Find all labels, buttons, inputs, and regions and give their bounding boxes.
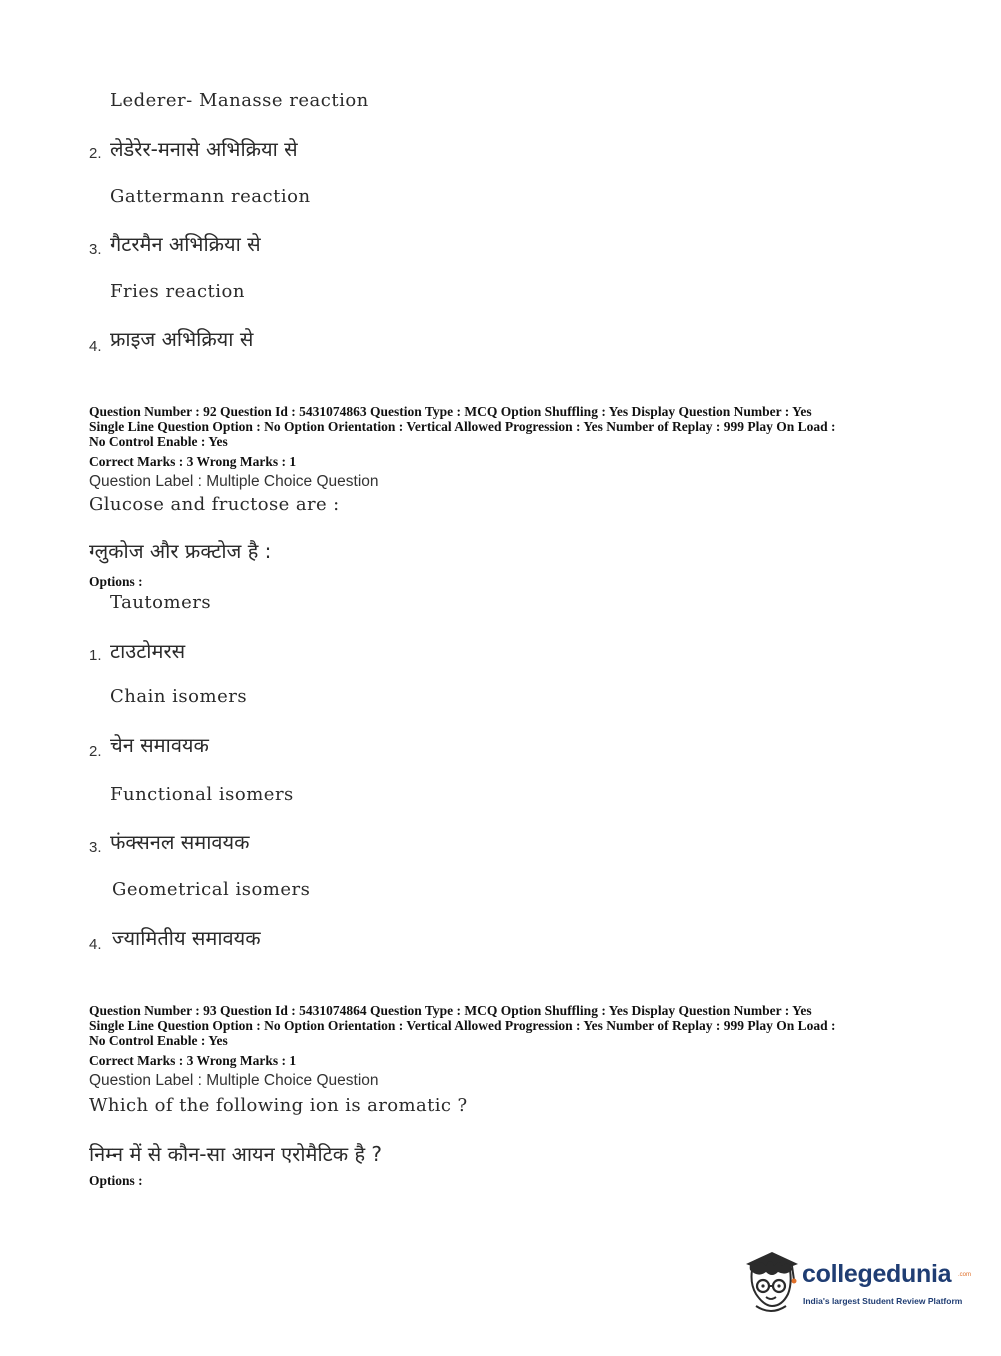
prev-option-4-en: Fries reaction — [110, 281, 245, 302]
q92-option-4-number: 4. — [89, 936, 102, 953]
q92-option-2-hi: चेन समावयक — [110, 733, 209, 757]
prev-option-2-number: 2. — [89, 145, 102, 162]
q92-options-label: Options : — [89, 574, 143, 589]
q92-meta-line-1: Question Number : 92 Question Id : 5431074863 Question Type : MCQ Option Shuffling : Yes Display Question Number : Yes — [89, 404, 812, 419]
prev-option-4-hi: फ्राइज अभिक्रिया से — [110, 327, 254, 351]
prev-option-3-en: Gattermann reaction — [110, 186, 311, 207]
q92-option-1-hi: टाउटोमरस — [110, 639, 186, 663]
q92-meta-line-2: Single Line Question Option : No Option Orientation : Vertical Allowed Progression : Yes Number of Replay : 999 Play On Load : — [89, 419, 836, 434]
q92-question-label: Question Label : Multiple Choice Question — [89, 473, 379, 490]
q92-option-2-number: 2. — [89, 743, 102, 760]
student-mascot-icon — [742, 1250, 800, 1316]
q92-option-4-en: Geometrical isomers — [112, 879, 311, 900]
prev-option-3-number: 3. — [89, 241, 102, 258]
q92-option-3-hi: फंक्सनल समावयक — [110, 830, 250, 854]
q92-option-1-number: 1. — [89, 647, 102, 664]
prev-option-4-number: 4. — [89, 338, 102, 355]
q92-marks: Correct Marks : 3 Wrong Marks : 1 — [89, 454, 297, 469]
q92-question-hi: ग्लुकोज और फ्रक्टोज है : — [89, 539, 272, 563]
q93-marks: Correct Marks : 3 Wrong Marks : 1 — [89, 1053, 297, 1068]
q93-question-label: Question Label : Multiple Choice Question — [89, 1072, 379, 1089]
logo-tagline: India's largest Student Review Platform — [803, 1296, 963, 1306]
q92-meta-line-3: No Control Enable : Yes — [89, 434, 228, 449]
q92-option-3-number: 3. — [89, 839, 102, 856]
q92-option-4-hi: ज्यामितीय समावयक — [112, 926, 261, 950]
q93-meta-line-2: Single Line Question Option : No Option Orientation : Vertical Allowed Progression : Yes Number of Replay : 999 Play On Load : — [89, 1018, 836, 1033]
q92-option-3-en: Functional isomers — [110, 784, 294, 805]
logo-brand-text: collegedunia — [802, 1260, 952, 1288]
q93-meta-line-1: Question Number : 93 Question Id : 5431074864 Question Type : MCQ Option Shuffling : Yes Display Question Number : Yes — [89, 1003, 812, 1018]
prev-option-2-hi: लेडेरेर-मनासे अभिक्रिया से — [110, 137, 298, 161]
q93-question-en: Which of the following ion is aromatic ? — [89, 1095, 468, 1116]
q93-options-label: Options : — [89, 1173, 143, 1188]
prev-option-3-hi: गैटरमैन अभिक्रिया से — [110, 232, 261, 256]
logo-domain-suffix: .com — [958, 1272, 972, 1278]
q92-option-2-en: Chain isomers — [110, 686, 248, 707]
prev-option-1-en: Lederer- Manasse reaction — [110, 90, 369, 111]
q93-meta-line-3: No Control Enable : Yes — [89, 1033, 228, 1048]
q93-question-hi: निम्न में से कौन-सा आयन एरोमैटिक है ? — [89, 1142, 383, 1166]
collegedunia-logo — [742, 1250, 972, 1316]
q92-option-1-en: Tautomers — [110, 592, 212, 613]
q92-question-en: Glucose and fructose are : — [89, 494, 340, 515]
